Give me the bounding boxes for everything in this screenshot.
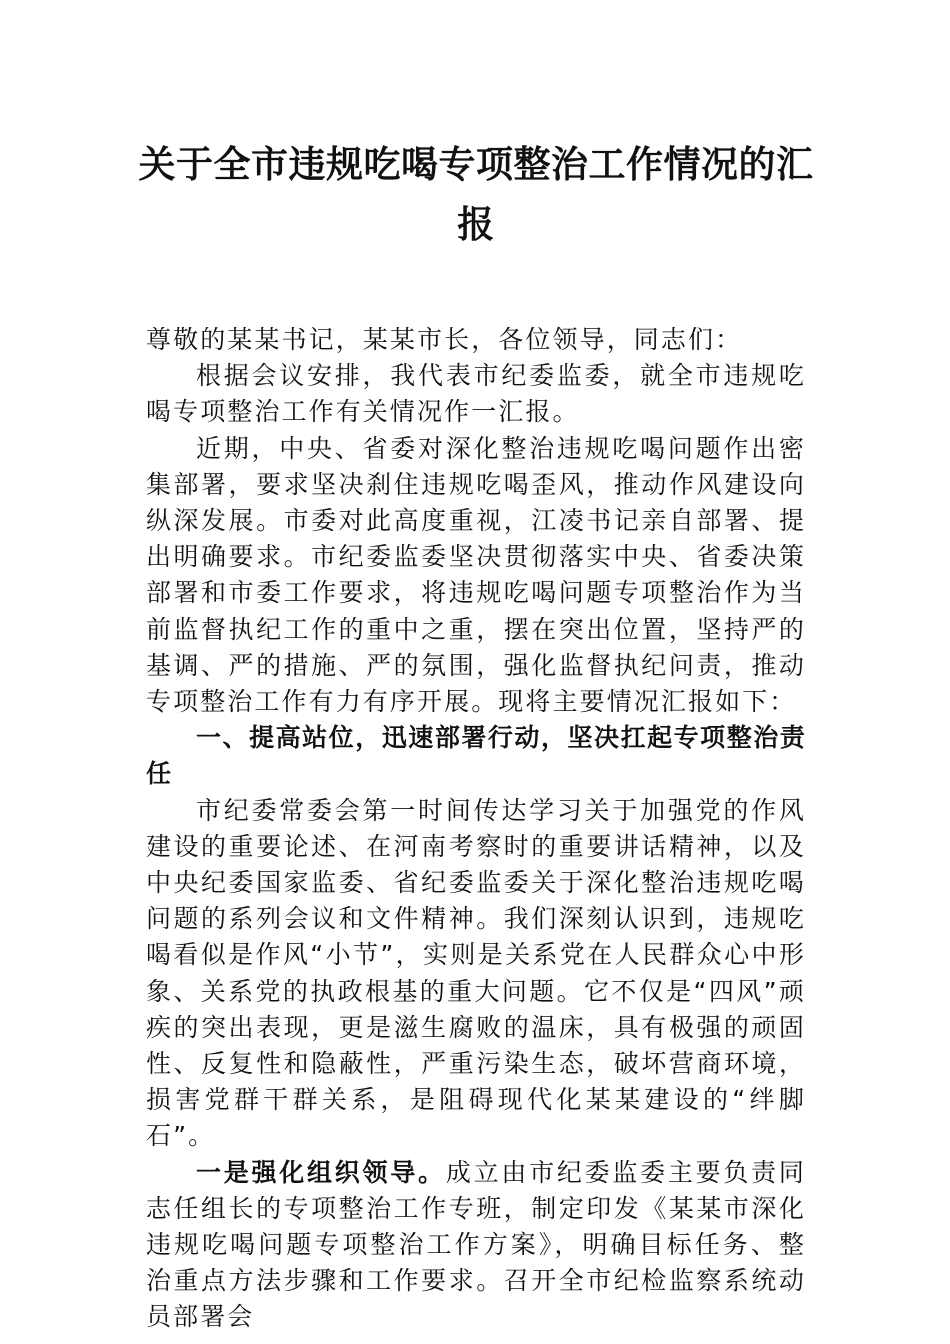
document-body <box>146 322 806 1336</box>
section-heading-1: 一、提高站位，迅速部署行动，坚决扛起专项整治责任 <box>146 723 806 789</box>
paragraph-intro: 根据会议安排，我代表市纪委监委，就全市违规吃喝专项整治工作有关情况作一汇报。 <box>146 361 806 427</box>
paragraph-section1-body: 市纪委常委会第一时间传达学习关于加强党的作风建设的重要论述、在河南考察时的重要讲话精神，以及中央纪委国家监委、省纪委监委关于深化整治违规吃喝问题的系列会议和文件精神。我们深刻认识到，违规吃喝看似是作风“小节”，实则是关系党在人民群众心中形象、关系党的执政根基的重大问题。它不仅是“四风”顽疾的突出表现，更是滋生腐败的温床，具有极强的顽固性、反复性和隐蔽性，严重污染生态，破坏营商环境，损害党群干群关系，是阻碍现代化某某建设的“绊脚石”。 <box>146 795 806 1151</box>
paragraph-lead-text: 一是强化组织领导。 <box>196 1157 446 1187</box>
paragraph-body-text: 成立由市纪委监委主要负责同志任组长的专项整治工作专班，制定印发《某某市深化违规吃喝问题专项整治工作方案》，明确目标任务、整治重点方法步骤和工作要求。召开全市纪检监察系统动员部署会 <box>146 1157 806 1332</box>
salutation: 尊敬的某某书记，某某市长，各位领导，同志们： <box>146 325 743 354</box>
paragraph-background: 近期，中央、省委对深化整治违规吃喝问题作出密集部署，要求坚决刹住违规吃喝歪风，推动作风建设向纵深发展。市委对此高度重视，江凌书记亲自部署、提出明确要求。市纪委监委坚决贯彻落实中央、省委决策部署和市委工作要求，将违规吃喝问题专项整治作为当前监督执纪工作的重中之重，摆在突出位置，坚持严的基调、严的措施、严的氛围，强化监督执纪问责，推动专项整治工作有力有序开展。现将主要情况汇报如下： <box>146 433 806 717</box>
document-title: 关于全市违规吃喝专项整治工作情况的汇报 <box>138 142 814 246</box>
paragraph-organization-leadership <box>146 1155 806 1336</box>
